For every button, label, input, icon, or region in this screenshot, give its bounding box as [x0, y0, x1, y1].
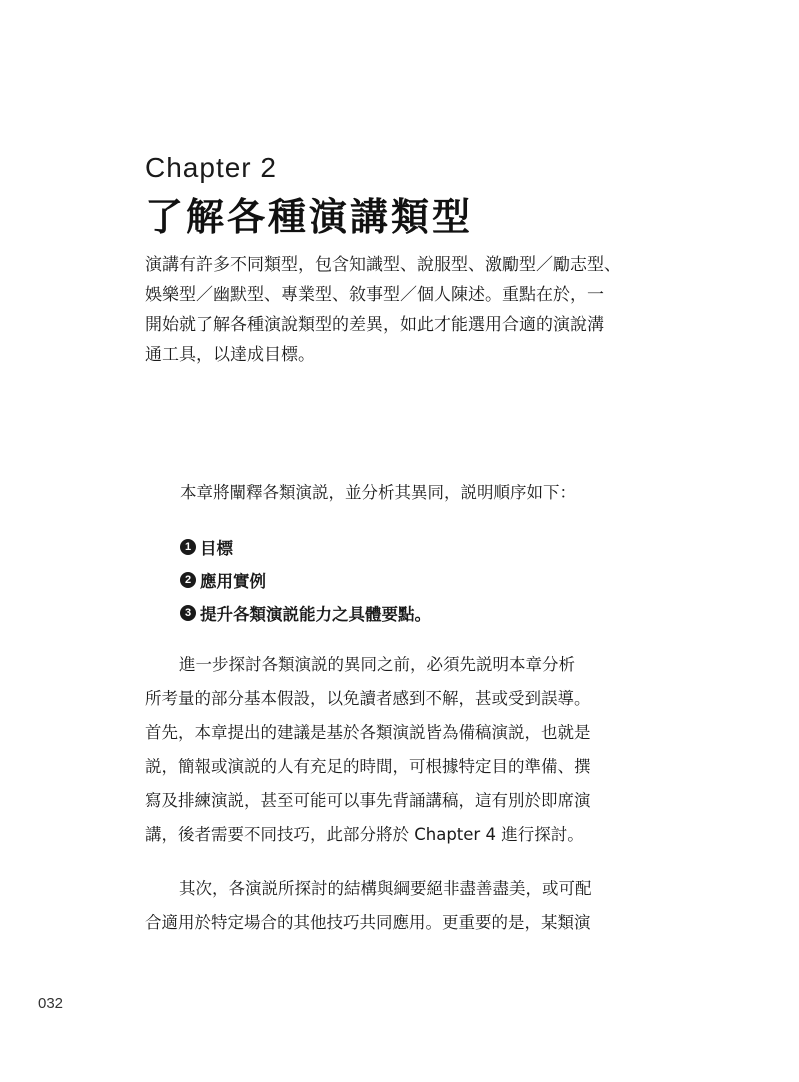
number-badge-icon: 3 — [180, 605, 196, 621]
intro-line: 娛樂型／幽默型、專業型、敘事型／個人陳述。重點在於，一 — [145, 285, 604, 305]
intro-line: 演講有許多不同類型，包含知識型、說服型、激勵型／勵志型、 — [145, 255, 621, 275]
list-item-label: 目標 — [200, 538, 233, 558]
number-badge-icon: 2 — [180, 572, 196, 588]
outline-list — [180, 530, 431, 629]
list-item — [180, 530, 431, 563]
paragraph-line: 首先，本章提出的建議是基於各類演説皆為備稿演説，也就是 — [145, 723, 591, 742]
chapter-label: Chapter 2 — [145, 152, 277, 183]
intro-line: 通工具，以達成目標。 — [145, 345, 315, 365]
paragraph-line: 合適用於特定場合的其他技巧共同應用。更重要的是，某類演 — [145, 913, 591, 932]
page-number: 032 — [38, 995, 64, 1012]
list-item — [180, 563, 431, 596]
body-paragraph-2 — [145, 872, 665, 940]
paragraph-line: 講，後者需要不同技巧，此部分將於 Chapter 4 進行探討。 — [145, 825, 584, 844]
paragraph-line: 其次，各演説所探討的結構與綱要絕非盡善盡美，或可配 — [179, 879, 592, 898]
paragraph-line: 所考量的部分基本假設，以免讀者感到不解，甚或受到誤導。 — [145, 689, 591, 708]
intro-line: 開始就了解各種演說類型的差異，如此才能選用合適的演說溝 — [145, 315, 604, 335]
number-badge-icon: 1 — [180, 539, 196, 555]
chapter-intro — [145, 250, 645, 370]
list-item-label: 應用實例 — [200, 571, 266, 591]
list-item — [180, 596, 431, 629]
body-paragraph-1 — [145, 648, 665, 852]
list-item-label: 提升各類演説能力之具體要點。 — [200, 604, 431, 624]
chapter-title: 了解各種演講類型 — [145, 195, 474, 239]
lead-sentence: 本章將闡釋各類演説，並分析其異同，説明順序如下： — [180, 483, 576, 502]
paragraph-line: 寫及排練演説，甚至可能可以事先背誦講稿，這有別於即席演 — [145, 791, 591, 810]
paragraph-line: 説，簡報或演説的人有充足的時間，可根據特定目的準備、撰 — [145, 757, 591, 776]
paragraph-line: 進一步探討各類演説的異同之前，必須先説明本章分析 — [179, 655, 575, 674]
